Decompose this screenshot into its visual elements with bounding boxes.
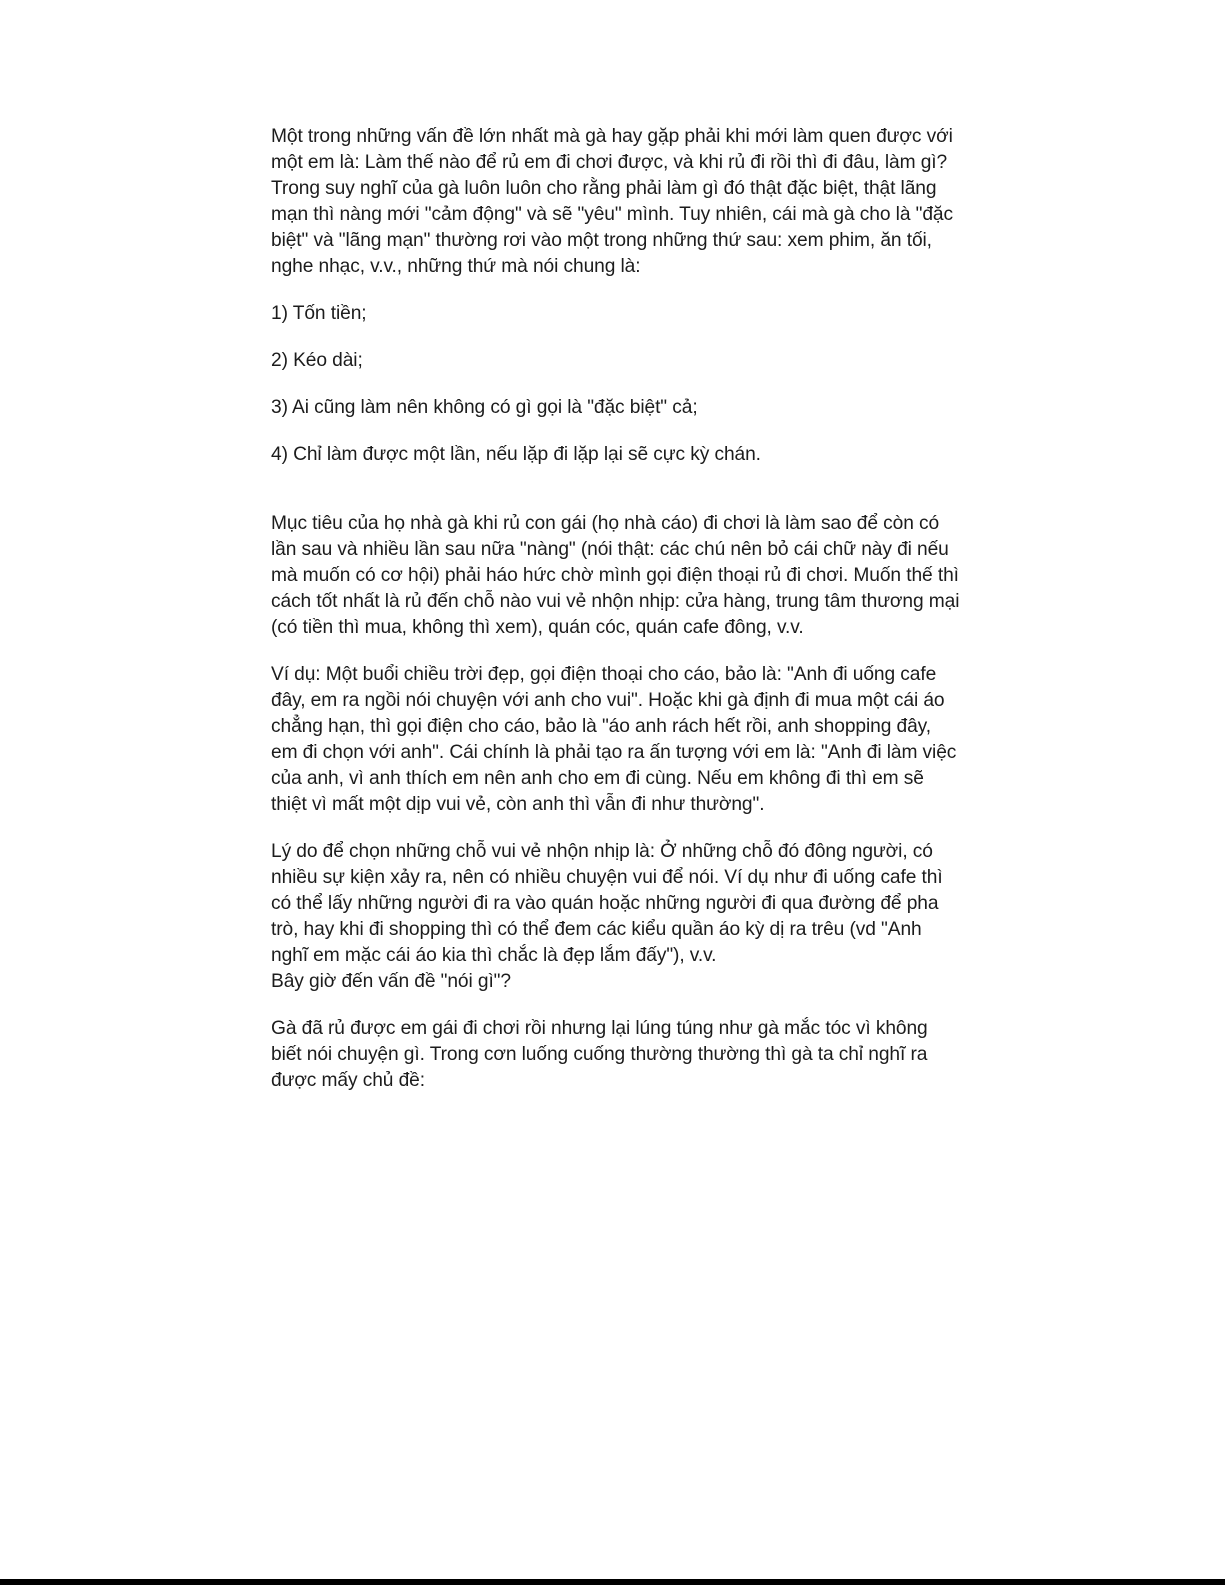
list-item-boring: 4) Chỉ làm được một lần, nếu lặp đi lặp lại sẽ cực kỳ chán. xyxy=(271,444,761,465)
goal-paragraph: Mục tiêu của họ nhà gà khi rủ con gái (họ nhà cáo) đi chơi là làm sao để còn có lần sau và nhiều lần sau nữa "nàng" (nói thật: các chú nên bỏ cái chữ này đi nếu mà muốn có cơ hội) phải háo hức chờ mình gọi điện thoại rủ đi chơi. Muốn thế thì cách tốt nhất là rủ đến chỗ nào vui vẻ nhộn nhịp: cửa hàng, trung tâm thương mại (có tiền thì mua, không thì xem), quán cóc, quán cafe đông, v.v. xyxy=(271,513,960,638)
question-line: Bây giờ đến vấn đề "nói gì"? xyxy=(271,971,511,992)
intro-paragraph: Một trong những vấn đề lớn nhất mà gà hay gặp phải khi mới làm quen được với một em là: Làm thế nào để rủ em đi chơi được, và khi rủ đi rồi thì đi đâu, làm gì? Trong suy nghĩ của gà luôn luôn cho rằng phải làm gì đó thật đặc biệt, thật lãng mạn thì nàng mới "cảm động" và sẽ "yêu" mình. Tuy nhiên, cái mà gà cho là "đặc biệt" và "lãng mạn" thường rơi vào một trong những thứ sau: xem phim, ăn tối, nghe nhạc, v.v., những thứ mà nói chung là: xyxy=(271,126,953,277)
document-body xyxy=(271,124,961,1094)
list-item-common: 3) Ai cũng làm nên không có gì gọi là "đặc biệt" cả; xyxy=(271,397,698,418)
reason-paragraph: Lý do để chọn những chỗ vui vẻ nhộn nhịp là: Ở những chỗ đó đông người, có nhiều sự kiện xảy ra, nên có nhiều chuyện vui để nói. Ví dụ như đi uống cafe thì có thể lấy những người đi ra vào quán hoặc những người đi qua đường để pha trò, hay khi đi shopping thì có thể đem các kiểu quần áo kỳ dị ra trêu (vd "Anh nghĩ em mặc cái áo kia thì chắc là đẹp lắm đấy"), v.v. xyxy=(271,841,943,966)
list-item-cost: 1) Tốn tiền; xyxy=(271,303,367,324)
example-paragraph: Ví dụ: Một buổi chiều trời đẹp, gọi điện thoại cho cáo, bảo là: "Anh đi uống cafe đây, em ra ngồi nói chuyện với anh cho vui". Hoặc khi gà định đi mua một cái áo chẳng hạn, thì gọi điện cho cáo, bảo là "áo anh rách hết rồi, anh shopping đây, em đi chọn với anh". Cái chính là phải tạo ra ấn tượng với em là: "Anh đi làm việc của anh, vì anh thích em nên anh cho em đi cùng. Nếu em không đi thì em sẽ thiệt vì mất một dịp vui vẻ, còn anh thì vẫn đi như thường". xyxy=(271,664,957,815)
list-item-duration: 2) Kéo dài; xyxy=(271,350,363,371)
closing-paragraph: Gà đã rủ được em gái đi chơi rồi nhưng lại lúng túng như gà mắc tóc vì không biết nói chuyện gì. Trong cơn luống cuống thường thường thì gà ta chỉ nghĩ ra được mấy chủ đề: xyxy=(271,1018,928,1091)
page-bottom-border xyxy=(0,1579,1225,1585)
